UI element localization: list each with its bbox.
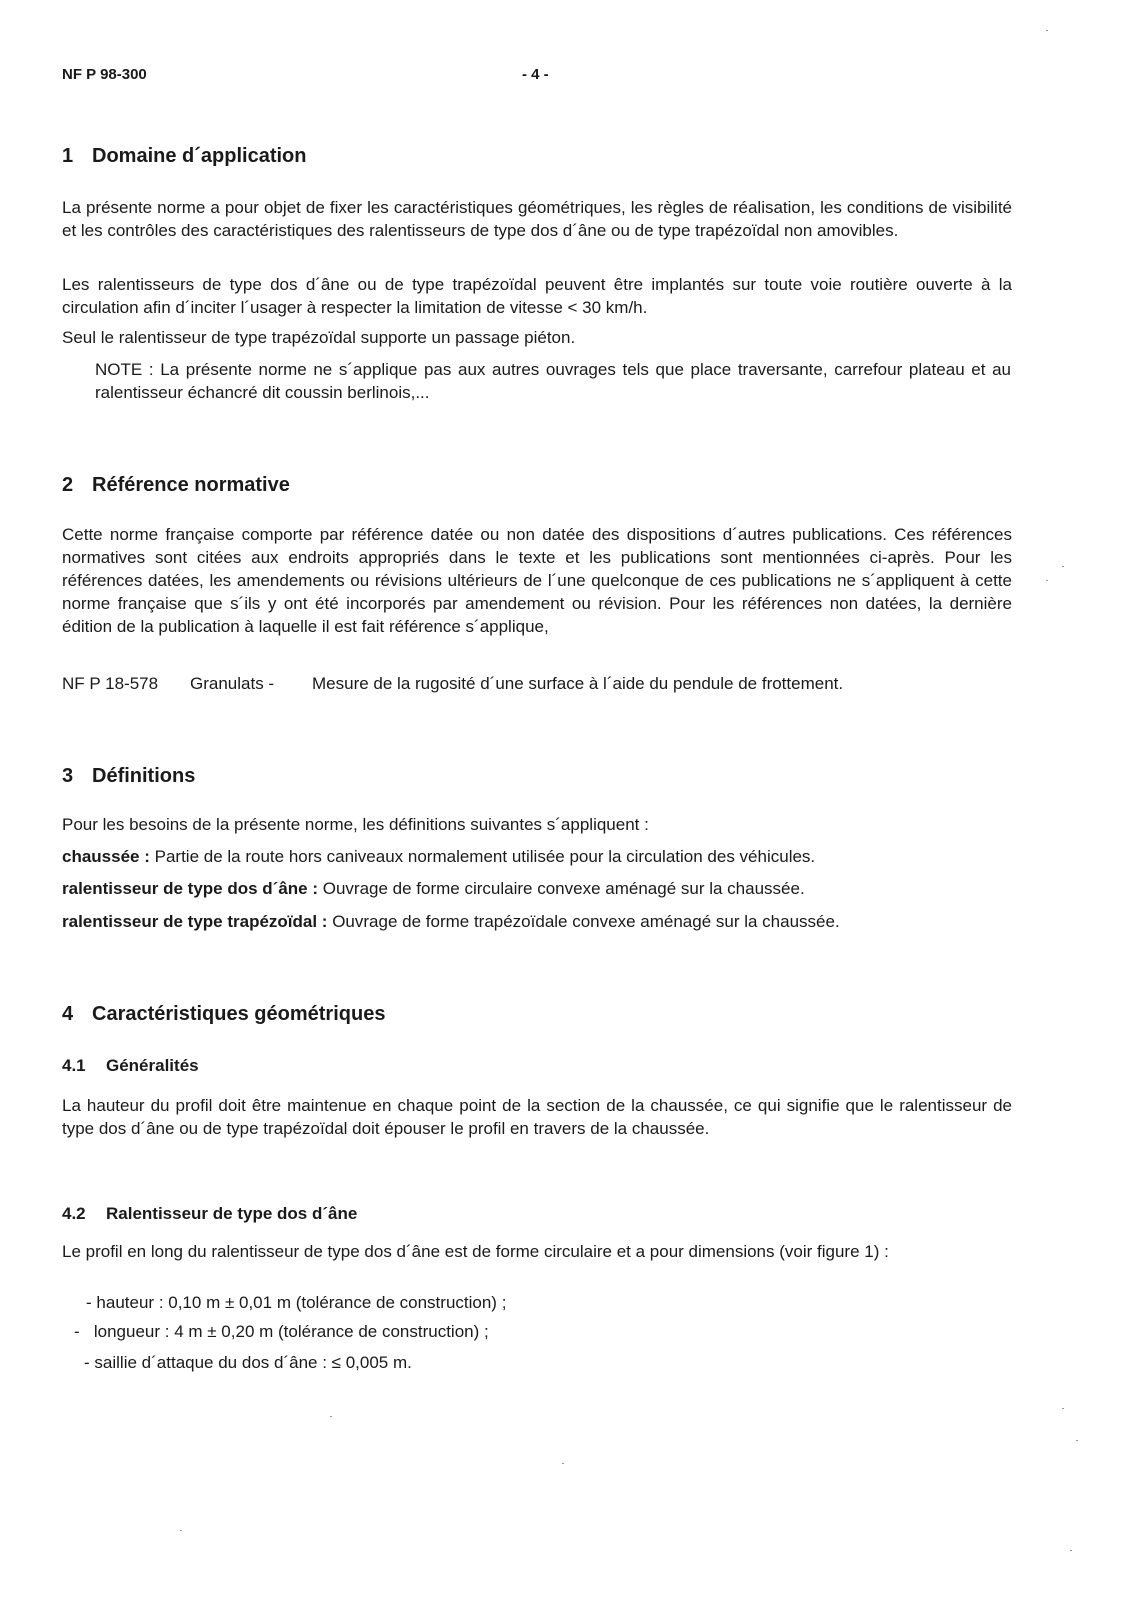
- section-number: 1: [62, 145, 74, 167]
- section-number: 2: [62, 474, 74, 496]
- definitions-intro: Pour les besoins de la présente norme, les définitions suivantes s´appliquent :: [62, 815, 649, 834]
- definition-dos-d-ane: [62, 877, 1012, 900]
- section-title: Caractéristiques géométriques: [92, 1003, 386, 1025]
- subsection-4-2-heading: [62, 1204, 357, 1224]
- list-dash: -: [84, 1353, 90, 1372]
- section-1-heading: [62, 145, 306, 168]
- scan-speck: [330, 1416, 332, 1417]
- header-page-number: - 4 -: [522, 66, 549, 83]
- definition-text: Ouvrage de forme trapézoïdale convexe aménagé sur la chaussée.: [332, 912, 840, 931]
- list-item-hauteur: [86, 1293, 506, 1313]
- list-label: saillie: [94, 1353, 137, 1372]
- section-1-note: NOTE : La présente norme ne s´applique pas aux autres ouvrages tels que place traversante, carrefour plateau et au ralentisseur échancré dit coussin berlinois,...: [95, 360, 1011, 402]
- section-title: Définitions: [92, 765, 196, 787]
- scan-speck: [180, 1530, 182, 1531]
- definition-text: Partie de la route hors caniveaux normalement utilisée pour la circulation des véhicules.: [154, 847, 816, 866]
- section-number: 4: [62, 1003, 74, 1025]
- reference-title: Mesure de la rugosité d´une surface à l´aide du pendule de frottement.: [312, 674, 844, 693]
- normative-reference: [62, 672, 1012, 695]
- section-number: 3: [62, 765, 74, 787]
- subsection-4-1-paragraph: La hauteur du profil doit être maintenue en chaque point de la section de la chaussée, ce qui signifie que le ralentisseur de type dos d´âne ou de type trapézoïdal doit épouser le profil en travers de la chaussée.: [62, 1096, 1012, 1138]
- list-item-saillie: [84, 1353, 412, 1373]
- scan-speck: [1076, 1440, 1078, 1441]
- definition-term: chaussée :: [62, 847, 150, 866]
- definition-trapezoidal: [62, 910, 1012, 933]
- definition-term: ralentisseur de type trapézoïdal :: [62, 912, 328, 931]
- definition-term: ralentisseur de type dos d´âne :: [62, 879, 319, 898]
- reference-code: NF P 18-578: [62, 674, 159, 693]
- list-label: longueur: [93, 1322, 161, 1341]
- subsection-4-1-heading: [62, 1056, 199, 1076]
- section-1-paragraph-2: Les ralentisseurs de type dos d´âne ou de type trapézoïdal peuvent être implantés sur toute voie routière ouverte à la circulation afin d´inciter l´usager à respecter la limitation de vitesse < 30 km/h.: [62, 275, 1012, 317]
- subsection-title: Ralentisseur de type dos d´âne: [106, 1204, 358, 1223]
- section-1-paragraph-1: La présente norme a pour objet de fixer les caractéristiques géométriques, les règles de réalisation, les conditions de visibilité et les contrôles des caractéristiques des ralentisseurs de type dos d´âne ou de type trapézoïdal non amovibles.: [62, 198, 1012, 240]
- list-value: : 0,10 m ± 0,01 m (tolérance de construction) ;: [158, 1293, 507, 1312]
- header-doc-ref: NF P 98-300: [62, 66, 147, 83]
- subsection-number: 4.1: [62, 1056, 86, 1075]
- list-label: hauteur: [96, 1293, 155, 1312]
- list-value: d´attaque du dos d´âne : ≤ 0,005 m.: [141, 1353, 412, 1372]
- section-2-paragraph: Cette norme française comporte par référence datée ou non datée des dispositions d´autres publications. Ces références normatives sont citées aux endroits appropriés dans le texte et les publications sont mentionnées ci-après. Pour les références datées, les amendements ou révisions ultérieurs de l´une quelconque de ces publications ne s´appliquent à cette norme française que s´ils y ont été incorporés par amendement ou révision. Pour les références non datées, la dernière édition de la publication à laquelle il est fait référence s´applique,: [62, 525, 1012, 636]
- section-3-heading: [62, 765, 195, 788]
- section-title: Domaine d´application: [92, 145, 307, 167]
- definition-chaussee: [62, 845, 1012, 868]
- subsection-title: Généralités: [106, 1056, 199, 1075]
- definition-text: Ouvrage de forme circulaire convexe aménagé sur la chaussée.: [322, 879, 805, 898]
- subsection-number: 4.2: [62, 1204, 86, 1223]
- list-dash: -: [74, 1322, 80, 1341]
- scan-speck: [1070, 1550, 1072, 1551]
- scan-speck: [1062, 566, 1064, 567]
- scan-speck: [1046, 580, 1048, 581]
- reference-category: Granulats -: [190, 674, 275, 693]
- scan-speck: [562, 1463, 564, 1464]
- list-dash: -: [86, 1293, 92, 1312]
- list-value: : 4 m ± 0,20 m (tolérance de construction) ;: [164, 1322, 489, 1341]
- section-1-paragraph-3: Seul le ralentisseur de type trapézoïdal supporte un passage piéton.: [62, 328, 576, 347]
- subsection-4-2-paragraph: Le profil en long du ralentisseur de type dos d´âne est de forme circulaire et a pour dimensions (voir figure 1) :: [62, 1242, 889, 1261]
- list-item-longueur: [74, 1322, 489, 1342]
- section-4-heading: [62, 1003, 385, 1026]
- scan-speck: [1062, 1408, 1064, 1409]
- section-title: Référence normative: [92, 474, 290, 496]
- scan-speck: [1046, 30, 1048, 31]
- section-2-heading: [62, 474, 290, 497]
